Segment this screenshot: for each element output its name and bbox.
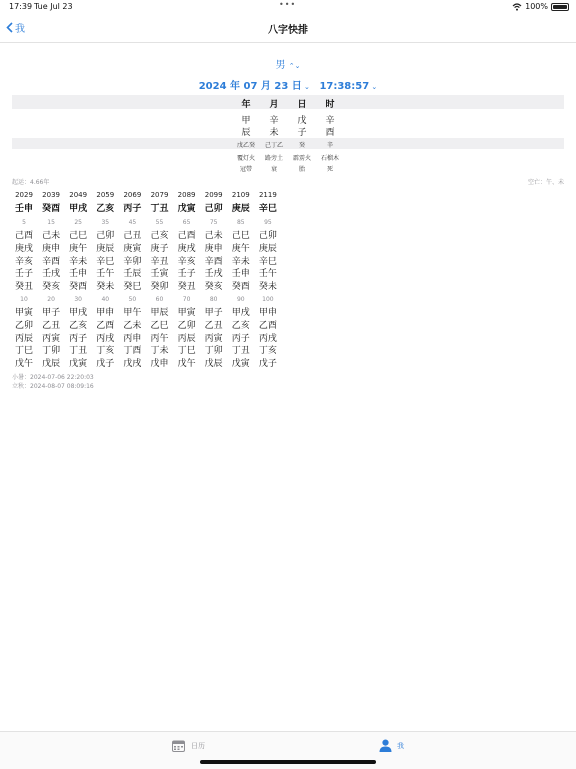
time-picker[interactable]: [319, 81, 377, 92]
dayun-year: 2079: [150, 191, 169, 199]
home-indicator: [200, 760, 376, 764]
dayun-year: 2099: [204, 191, 223, 199]
battery-icon: [551, 3, 569, 11]
dayun-year: 2069: [123, 191, 142, 199]
pillar-branch: 子: [297, 128, 307, 138]
dayun-year: 2059: [96, 191, 115, 199]
status-right: [512, 2, 569, 11]
liunian-cell: 壬申: [231, 269, 250, 280]
pillar-hidden-stems: 辛: [326, 142, 333, 149]
pillar-hidden-stems: 癸: [298, 142, 305, 149]
pillar-hidden-stems: 戊乙癸: [236, 142, 255, 149]
liunian-cell: 乙酉: [258, 320, 277, 331]
dayun-year: 2109: [231, 191, 250, 199]
liunian-cell: 庚戌: [14, 243, 33, 254]
pillar-stem: 戊: [297, 116, 307, 126]
dayun-ganzhi: 壬申: [14, 204, 33, 214]
liunian-cell: 庚申: [204, 243, 223, 254]
liunian-cell: 辛巳: [96, 256, 115, 267]
pillar-header: 月: [269, 100, 279, 110]
liunian-age: 95: [264, 219, 272, 226]
liunian-cell: 己卯: [258, 231, 277, 241]
liunian-cell: 乙亥: [231, 320, 250, 331]
liunian-age: 65: [182, 219, 191, 226]
liunian-cell: 癸巳: [123, 282, 142, 293]
pillar-header: 时: [325, 100, 335, 110]
liunian-cell: 壬子: [14, 269, 33, 280]
liunian-age: 20: [47, 296, 55, 303]
dayun-year: 2039: [42, 191, 60, 199]
gender-value: 男: [275, 60, 286, 71]
liunian-cell: 己未: [42, 231, 61, 241]
liunian-age: 5: [22, 219, 26, 226]
liunian-cell: 癸亥: [204, 282, 223, 293]
gender-selector[interactable]: [0, 56, 576, 71]
liunian-cell: 甲申: [96, 308, 115, 318]
liunian-cell: 丁卯: [204, 346, 223, 357]
multitasking-dots-icon[interactable]: •••: [279, 0, 297, 9]
liunian-cell: 癸丑: [177, 282, 196, 293]
liunian-age: 100: [262, 296, 274, 303]
pillar-hidden-stems: 己丁乙: [264, 142, 283, 149]
liunian-cell: 己巳: [231, 231, 250, 241]
liunian-cell: 丁丑: [231, 346, 250, 357]
liunian-age: 25: [74, 219, 82, 226]
chevron-down-icon: ⌄: [369, 83, 378, 91]
wifi-icon: [512, 3, 522, 11]
pillar-branch: 酉: [325, 128, 335, 138]
liunian-cell: 己丑: [123, 231, 142, 241]
liunian-cell: 丙子: [69, 333, 88, 344]
liunian-cell: 丙戌: [96, 333, 115, 344]
liunian-age: 55: [155, 219, 164, 226]
tab-calendar[interactable]: [172, 740, 205, 752]
liunian-cell: 乙丑: [42, 320, 61, 331]
status-bar: [0, 0, 576, 14]
liunian-cell: 庚午: [231, 243, 250, 254]
person-icon: [379, 739, 392, 752]
dayun-ganzhi: 乙亥: [96, 204, 115, 214]
kongwang-text: 空亡：午、未: [527, 179, 564, 186]
liunian-cell: 辛亥: [14, 256, 33, 267]
calendar-icon: [172, 740, 185, 752]
liunian-cell: 乙未: [123, 320, 142, 331]
liunian-cell: 壬午: [96, 269, 115, 280]
liunian-cell: 戊申: [150, 359, 169, 370]
pillar-branch: 辰: [241, 128, 251, 138]
liunian-cell: 甲辰: [150, 308, 169, 318]
liunian-cell: 丙寅: [204, 333, 223, 344]
liunian-cell: 庚辰: [96, 243, 115, 254]
pillar-header: 日: [297, 100, 307, 110]
liunian-cell: 庚辰: [258, 243, 277, 254]
liunian-age: 90: [236, 296, 245, 303]
liunian-cell: 甲戌: [69, 308, 88, 318]
pillar-nayin: 石榴木: [320, 155, 339, 162]
liunian-age: 10: [20, 296, 28, 303]
liunian-cell: 丙午: [150, 333, 169, 344]
liunian-cell: 壬戌: [204, 269, 223, 280]
liunian-cell: 戊寅: [69, 359, 88, 370]
dayun-ganzhi: 戊寅: [177, 204, 196, 214]
liunian-cell: 辛未: [69, 256, 88, 267]
liunian-cell: 壬申: [69, 269, 88, 280]
liunian-cell: 辛卯: [123, 256, 142, 267]
liunian-cell: 丙寅: [42, 333, 61, 344]
back-label: 我: [15, 24, 25, 35]
liunian-cell: 戊子: [96, 359, 115, 370]
liunian-cell: 丙辰: [177, 333, 196, 344]
liunian-cell: 癸未: [96, 282, 115, 293]
liunian-cell: 丁丑: [69, 346, 88, 357]
liunian-cell: 丁巳: [177, 346, 196, 357]
liunian-cell: 壬午: [258, 269, 277, 280]
liunian-age: 75: [209, 219, 218, 226]
battery-percent: 100%: [525, 2, 548, 11]
liunian-cell: 己亥: [150, 231, 169, 241]
liunian-cell: 乙丑: [204, 320, 223, 331]
liunian-cell: 庚午: [69, 243, 88, 254]
liunian-cell: 丙子: [231, 333, 250, 344]
chevron-down-icon: ⌄: [301, 83, 310, 91]
liunian-cell: 甲子: [42, 308, 61, 318]
tab-calendar-label: 日历: [191, 742, 205, 750]
liunian-cell: 戊子: [258, 359, 277, 370]
liunian-cell: 丁未: [150, 346, 169, 357]
liunian-cell: 己卯: [96, 231, 115, 241]
liunian-cell: 丁巳: [14, 346, 33, 357]
liunian-cell: 己巳: [69, 231, 88, 241]
liunian-cell: 己酉: [14, 231, 33, 241]
tab-me[interactable]: [379, 739, 404, 752]
liunian-cell: 甲戌: [231, 308, 250, 318]
liunian-cell: 乙酉: [96, 320, 115, 331]
dayun-ganzhi: 庚辰: [231, 204, 250, 214]
pillar-header: 年: [241, 100, 251, 110]
liunian-cell: 乙卯: [177, 320, 196, 331]
liunian-cell: 庚戌: [177, 243, 196, 254]
liunian-cell: 己未: [204, 231, 223, 241]
liunian-age: 45: [128, 219, 137, 226]
liunian-cell: 戊辰: [204, 359, 223, 370]
liunian-age: 40: [101, 296, 110, 303]
liunian-cell: 辛巳: [258, 256, 277, 267]
liunian-cell: 辛酉: [42, 256, 61, 267]
liunian-cell: 戊寅: [231, 359, 250, 370]
liunian-cell: 乙卯: [14, 320, 33, 331]
liunian-age: 50: [128, 296, 137, 303]
date-picker[interactable]: [199, 81, 310, 92]
liunian-cell: 戊辰: [42, 359, 61, 370]
dayun-year: 2119: [258, 191, 277, 199]
liunian-cell: 丙申: [123, 333, 142, 344]
liunian-cell: 丁亥: [96, 346, 115, 357]
liunian-cell: 丙辰: [14, 333, 33, 344]
liunian-age: 30: [74, 296, 82, 303]
liunian-age: 35: [101, 219, 110, 226]
liunian-cell: 壬子: [177, 269, 196, 280]
liunian-cell: 癸酉: [69, 282, 88, 293]
liunian-cell: 癸酉: [231, 282, 250, 293]
updown-chevron-icon: ⌃⌄: [288, 62, 301, 70]
liunian-cell: 丙戌: [258, 333, 277, 344]
liunian-cell: 戊午: [14, 359, 33, 370]
time-value: 17:38:57: [319, 81, 370, 92]
liunian-age: 60: [155, 296, 164, 303]
liunian-cell: 丁酉: [123, 346, 142, 357]
pillar-nayin: 覆灯火: [236, 155, 255, 162]
liunian-age: 15: [47, 219, 55, 226]
liunian-cell: 己酉: [177, 231, 196, 241]
liunian-cell: 丁亥: [258, 346, 277, 357]
pillar-stem: 辛: [269, 116, 279, 126]
dayun-ganzhi: 丁丑: [150, 204, 169, 214]
prev-jieqi: 小暑：2024-07-06 22:20:03: [12, 374, 94, 381]
liunian-cell: 辛酉: [204, 256, 223, 267]
dayun-ganzhi: 丙子: [123, 204, 142, 214]
liunian-cell: 壬寅: [150, 269, 169, 280]
liunian-cell: 辛未: [231, 256, 250, 267]
pillar-stage: 衰: [270, 166, 277, 173]
liunian-age: 80: [209, 296, 218, 303]
dayun-ganzhi: 辛巳: [258, 204, 277, 214]
status-time: 17:39: [9, 2, 33, 11]
pillar-nayin: 霹雳火: [292, 155, 311, 162]
liunian-cell: 癸亥: [42, 282, 61, 293]
liunian-cell: 甲子: [204, 308, 223, 318]
pillar-stem: 甲: [241, 116, 251, 126]
liunian-cell: 癸丑: [14, 282, 33, 293]
liunian-cell: 甲午: [123, 308, 142, 318]
liunian-cell: 辛丑: [150, 256, 169, 267]
liunian-cell: 丁卯: [42, 346, 61, 357]
pillar-nayin: 路旁土: [264, 155, 283, 162]
liunian-cell: 辛亥: [177, 256, 196, 267]
liunian-cell: 甲寅: [14, 308, 33, 318]
dayun-ganzhi: 癸酉: [42, 204, 61, 214]
liunian-age: 85: [236, 219, 245, 226]
liunian-cell: 戊戌: [123, 359, 142, 370]
liunian-cell: 壬戌: [42, 269, 61, 280]
pillar-stem: 辛: [325, 116, 335, 126]
dayun-year: 2049: [69, 191, 88, 199]
tab-me-label: 我: [397, 741, 404, 750]
page-title: 八字快排: [268, 25, 308, 36]
liunian-age: 70: [182, 296, 191, 303]
pillar-stage: 冠带: [239, 166, 252, 173]
liunian-cell: 癸卯: [150, 282, 169, 293]
pillar-branch: 未: [269, 128, 279, 138]
liunian-cell: 甲申: [258, 308, 277, 318]
liunian-cell: 戊午: [177, 359, 196, 370]
pillar-stage: 死: [326, 166, 333, 173]
pillar-stage: 胎: [298, 166, 305, 173]
liunian-cell: 庚寅: [123, 243, 142, 254]
liunian-cell: 乙亥: [69, 320, 88, 331]
datetime-selector: [0, 77, 576, 92]
liunian-cell: 甲寅: [177, 308, 196, 318]
dayun-year: 2089: [177, 191, 196, 199]
dayun-ganzhi: 甲戌: [69, 204, 88, 214]
qiyun-text: 起运：4.66年: [12, 179, 50, 186]
navigation-bar: [0, 14, 576, 43]
liunian-cell: 庚子: [150, 243, 169, 254]
liunian-cell: 壬辰: [123, 269, 142, 280]
next-jieqi: 立秋：2024-08-07 08:09:16: [12, 383, 94, 390]
liunian-cell: 庚申: [42, 243, 61, 254]
status-date: Tue Jul 23: [34, 2, 73, 11]
dayun-year: 2029: [15, 191, 33, 199]
date-value: 2024 年 07 月 23 日: [198, 81, 302, 92]
dayun-ganzhi: 己卯: [204, 204, 223, 214]
liunian-cell: 乙巳: [150, 320, 169, 331]
liunian-cell: 癸未: [258, 282, 277, 293]
